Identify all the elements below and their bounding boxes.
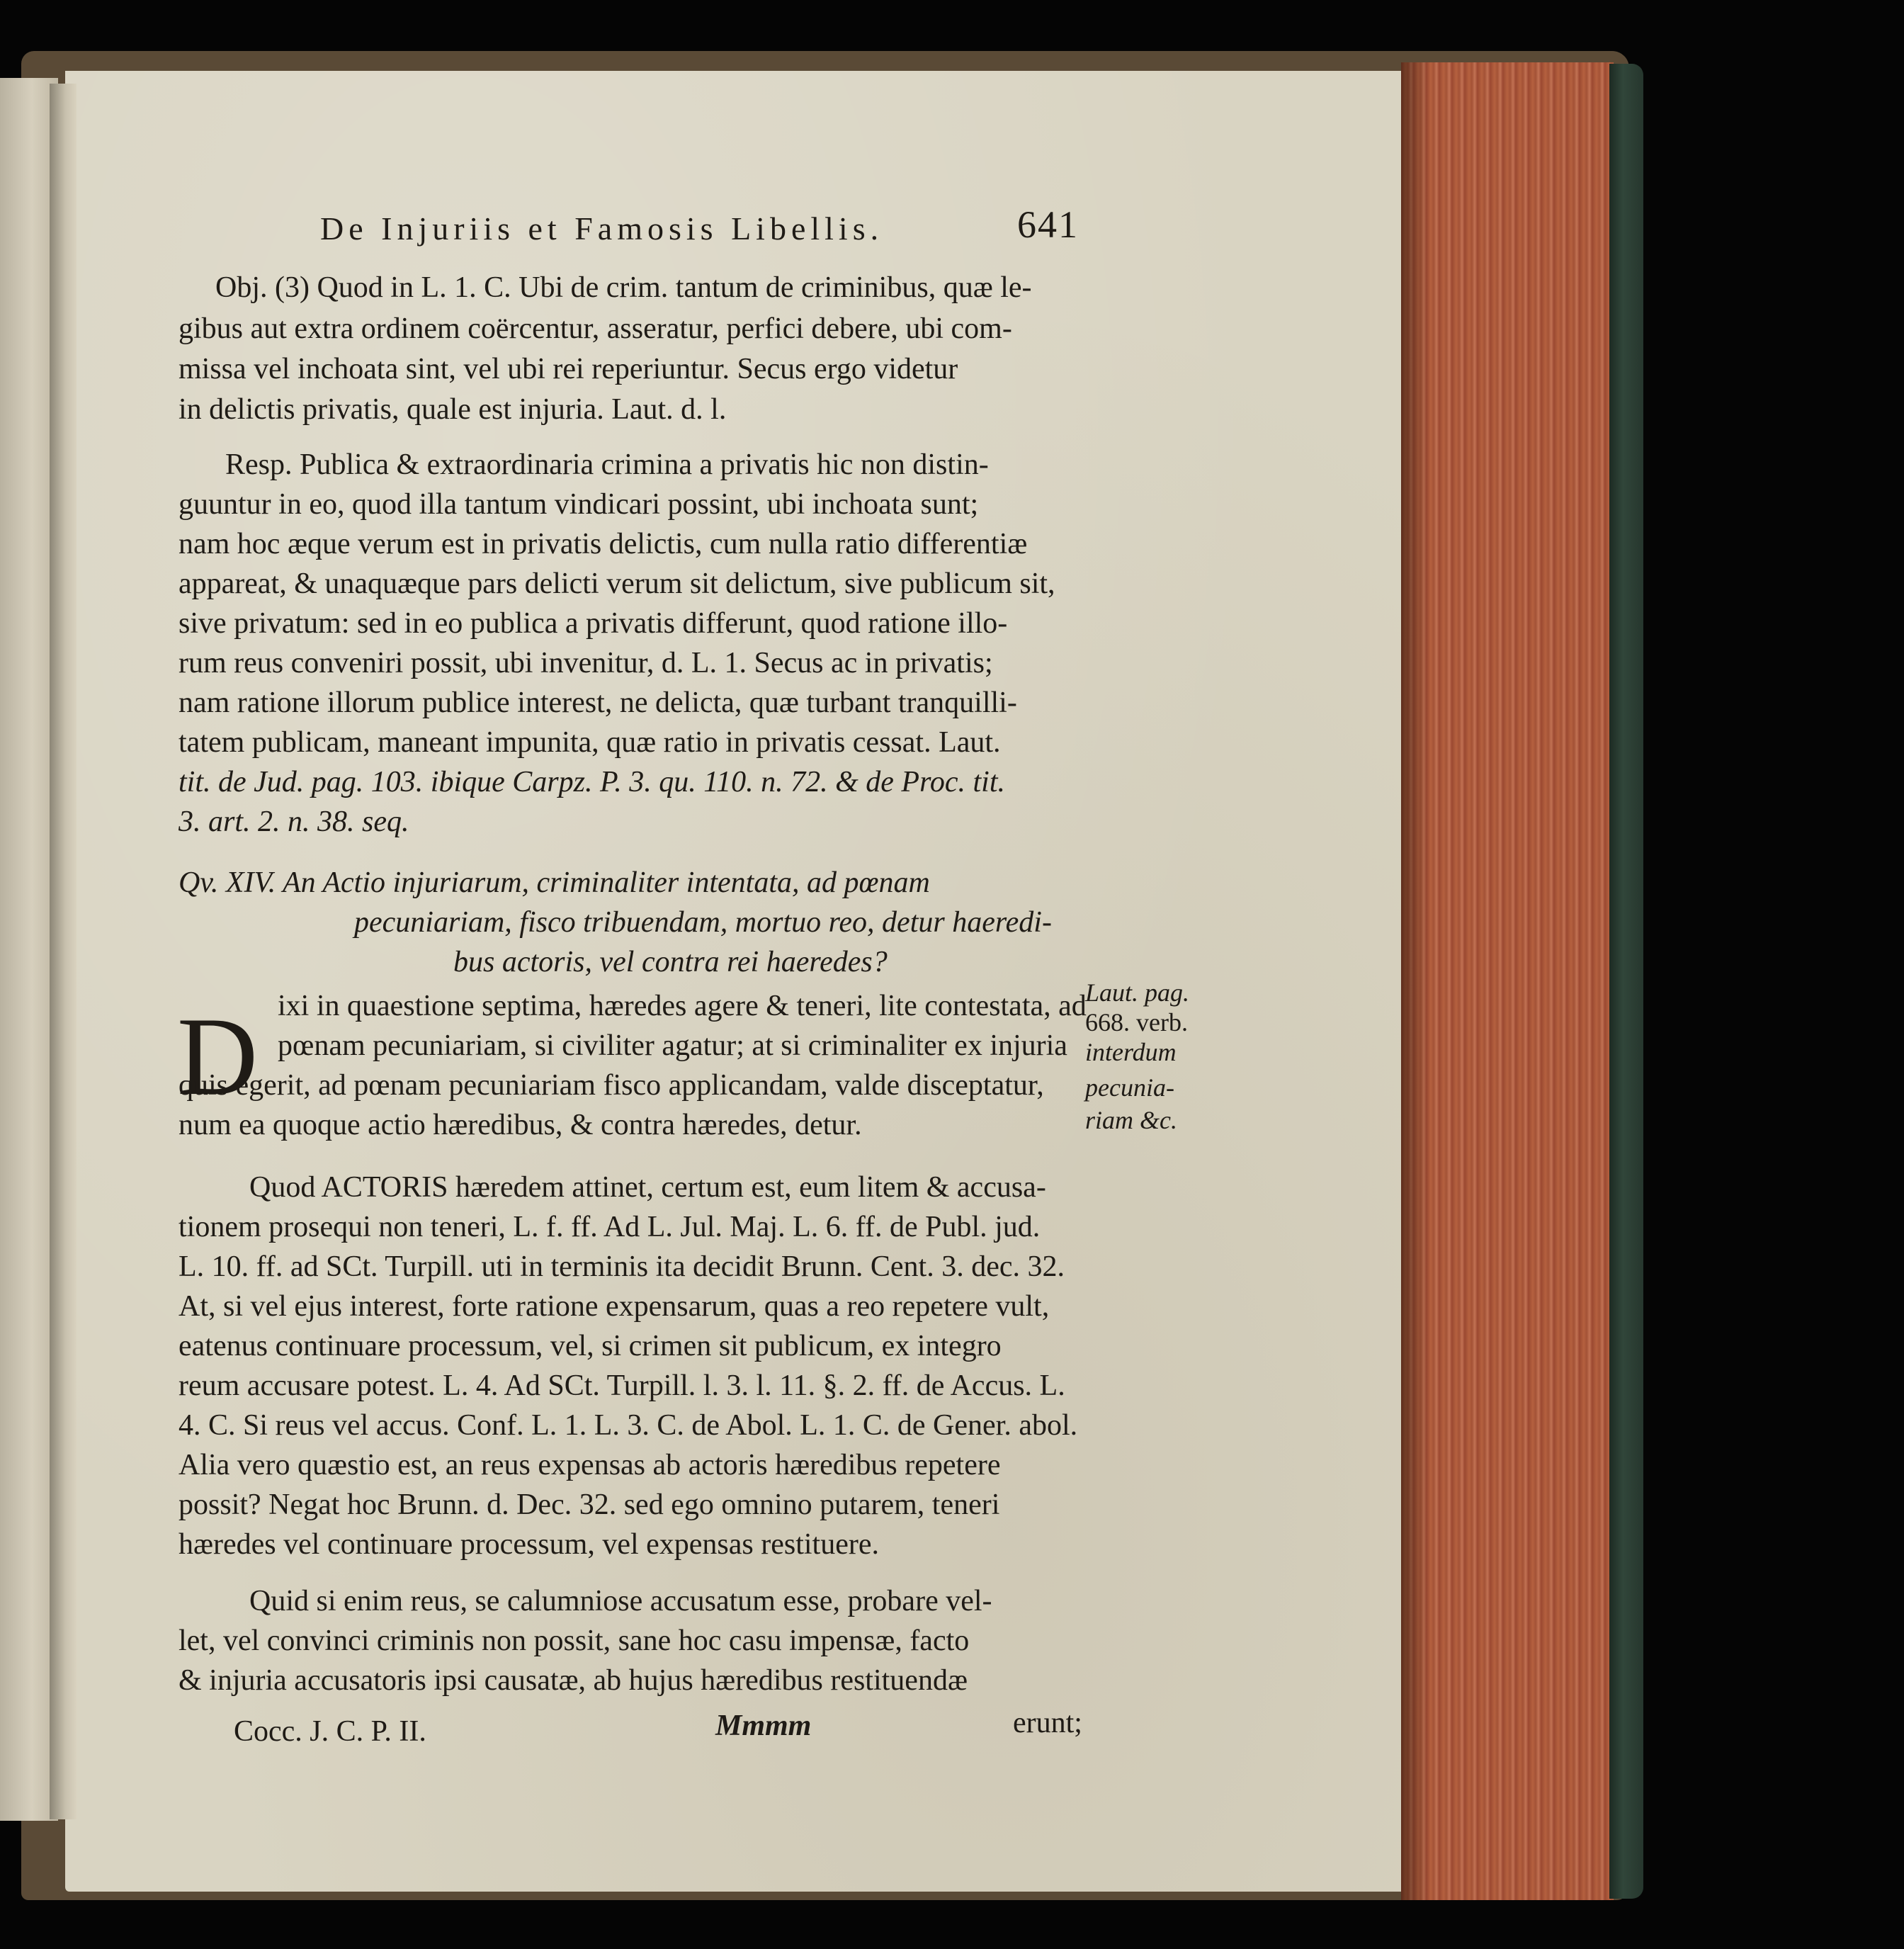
text-line: quis egerit, ad pœnam pecuniariam fisco applicandam, valde disceptatur,	[178, 1069, 1044, 1102]
text-line: missa vel inchoata sint, vel ubi rei reperiuntur. Secus ergo videtur	[178, 353, 958, 385]
page-number: 641	[1017, 203, 1079, 246]
text-line: 4. C. Si reus vel accus. Conf. L. 1. L. 3. C. de Abol. L. 1. C. de Gener. abol.	[178, 1409, 1078, 1442]
text-line: num ea quoque actio hæredibus, & contra hæredes, detur.	[178, 1109, 862, 1141]
text-line: hæredes vel continuare processum, vel expensas restituere.	[178, 1528, 879, 1561]
question-heading: pecuniariam, fisco tribuendam, mortuo reo, detur haeredi-	[354, 906, 1052, 939]
text-line: guuntur in eo, quod illa tantum vindicari possint, ubi inchoata sunt;	[178, 488, 979, 521]
text-line: Quid si enim reus, se calumniose accusatum esse, probare vel-	[249, 1585, 992, 1617]
text-line: nam hoc æque verum est in privatis delictis, cum nulla ratio differentiæ	[178, 528, 1028, 560]
text-line: Obj. (3) Quod in L. 1. C. Ubi de crim. tantum de criminibus, quæ le-	[215, 271, 1032, 304]
signature-line: Cocc. J. C. P. II.	[234, 1715, 426, 1748]
text-line: Quod ACTORIS hæredem attinet, certum est, eum litem & accusa-	[249, 1171, 1046, 1204]
margin-note: interdum	[1085, 1038, 1177, 1066]
text-line: eatenus continuare processum, vel, si crimen sit publicum, ex integro	[178, 1330, 1002, 1362]
text-line: & injuria accusatoris ipsi causatæ, ab hujus hæredibus restituendæ	[178, 1664, 968, 1697]
text-line: nam ratione illorum publice interest, ne delicta, quæ turbant tranquilli-	[178, 687, 1017, 719]
text-line: sive privatum: sed in eo publica a privatis differunt, quod ratione illo-	[178, 607, 1008, 640]
question-heading: Qv. XIV. An Actio injuriarum, criminaliter intentata, ad pœnam	[178, 866, 930, 899]
text-line: reum accusare potest. L. 4. Ad SCt. Turpill. l. 3. l. 11. §. 2. ff. de Accus. L.	[178, 1369, 1065, 1402]
text-line: tit. de Jud. pag. 103. ibique Carpz. P. 3. qu. 110. n. 72. & de Proc. tit.	[178, 766, 1005, 798]
text-line: L. 10. ff. ad SCt. Turpill. uti in terminis ita decidit Brunn. Cent. 3. dec. 32.	[178, 1250, 1065, 1283]
drop-cap: D	[177, 995, 259, 1119]
catchword: erunt;	[1013, 1707, 1082, 1739]
signature-mark: Mmmm	[715, 1710, 812, 1742]
margin-note: 668. verb.	[1085, 1008, 1188, 1036]
text-line: ixi in quaestione septima, hæredes agere & teneri, lite contestata, ad	[278, 990, 1087, 1022]
running-head: De Injuriis et Famosis Libellis.	[320, 210, 884, 247]
text-line: appareat, & unaquæque pars delicti verum sit delictum, sive publicum sit,	[178, 567, 1055, 600]
text-line: Resp. Publica & extraordinaria crimina a privatis hic non distin-	[225, 448, 989, 481]
text-line: tatem publicam, maneant impunita, quæ ratio in privatis cessat. Laut.	[178, 726, 1001, 759]
spine	[1609, 64, 1643, 1899]
text-line: 3. art. 2. n. 38. seq.	[178, 806, 409, 838]
fore-edge	[1401, 62, 1614, 1900]
margin-note: pecunia-	[1085, 1073, 1174, 1102]
margin-note: riam &c.	[1085, 1106, 1177, 1134]
text-line: At, si vel ejus interest, forte ratione expensarum, quas a reo repetere vult,	[178, 1290, 1050, 1323]
margin-note: Laut. pag.	[1085, 978, 1190, 1007]
text-line: in delictis privatis, quale est injuria. Laut. d. l.	[178, 393, 727, 426]
gutter-shadow	[50, 84, 76, 1819]
text-line: pœnam pecuniariam, si civiliter agatur; at si criminaliter ex injuria	[278, 1029, 1067, 1062]
text-line: let, vel convinci criminis non possit, sane hoc casu impensæ, facto	[178, 1625, 970, 1657]
text-line: Alia vero quæstio est, an reus expensas ab actoris hæredibus repetere	[178, 1449, 1001, 1481]
text-line: possit? Negat hoc Brunn. d. Dec. 32. sed ego omnino putarem, teneri	[178, 1488, 1000, 1521]
fore-edge-shadow	[1401, 62, 1429, 1900]
question-heading: bus actoris, vel contra rei haeredes?	[453, 946, 888, 978]
text-line: tionem prosequi non teneri, L. f. ff. Ad L. Jul. Maj. L. 6. ff. de Publ. jud.	[178, 1211, 1041, 1243]
text-line: gibus aut extra ordinem coërcentur, asseratur, perfici debere, ubi com-	[178, 312, 1012, 345]
text-line: rum reus conveniri possit, ubi invenitur, d. L. 1. Secus ac in privatis;	[178, 647, 993, 679]
